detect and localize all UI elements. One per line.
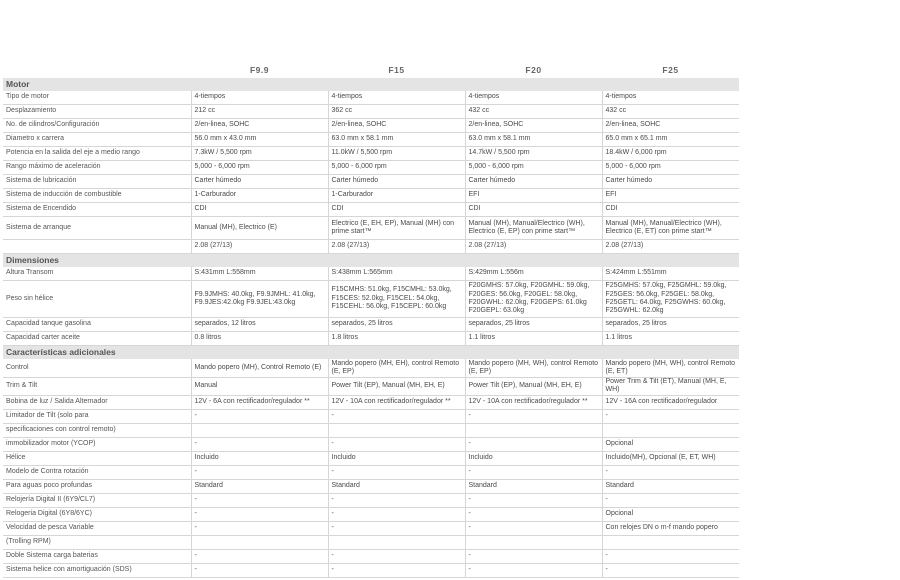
section-header: [3, 346, 739, 360]
spec-value: -: [602, 563, 739, 577]
spec-value: Power Tilt (EP), Manual (MH, EH, E): [465, 378, 602, 396]
table-row: [3, 507, 739, 521]
spec-value: Manual (MH), Manual/Electrico (WH), Electrico (E, ET) con prime start™: [602, 217, 739, 240]
model-header: F20: [465, 62, 602, 78]
spec-value: Electrico (E, EH, EP), Manual (MH) con prime start™: [328, 217, 465, 240]
row-label: Sistema helice con amortiguación (SDS): [3, 563, 191, 577]
table-row: [3, 133, 739, 147]
spec-value: Manual: [191, 378, 328, 396]
row-label: Sistema de arranque: [3, 217, 191, 240]
row-label: Control: [3, 359, 191, 378]
table-row: [3, 437, 739, 451]
spec-value: 2/en-linea, SOHC: [328, 119, 465, 133]
row-label: No. de cilindros/Configuración: [3, 119, 191, 133]
spec-value: 12V - 6A con rectificador/regulador **: [191, 395, 328, 409]
spec-body: [3, 78, 739, 577]
row-label: Sistema de inducción de combustible: [3, 189, 191, 203]
spec-value: 212 cc: [191, 105, 328, 119]
spec-value: CDI: [191, 203, 328, 217]
spec-value: separados, 25 litros: [465, 318, 602, 332]
spec-value: -: [465, 465, 602, 479]
spec-value: S:429mm L:556m: [465, 267, 602, 281]
table-row: [3, 91, 739, 105]
row-label: Relojería Digital II (6Y9/CL7): [3, 493, 191, 507]
spec-value: S:438mm L:565mm: [328, 267, 465, 281]
spec-value: 63.0 mm x 58.1 mm: [328, 133, 465, 147]
spec-value: [465, 535, 602, 549]
row-label: Diametro x carrera: [3, 133, 191, 147]
spec-value: CDI: [465, 203, 602, 217]
spec-value: EFI: [465, 189, 602, 203]
table-row: [3, 359, 739, 378]
spec-value: Mando popero (MH, EH), control Remoto (E, EP): [328, 359, 465, 378]
row-label: Modelo de Contra rotación: [3, 465, 191, 479]
table-row: [3, 465, 739, 479]
spec-value: Incluido(MH), Opcional (E, ET, WH): [602, 451, 739, 465]
spec-value: -: [191, 549, 328, 563]
spec-value: Power Tilt (EP), Manual (MH, EH, E): [328, 378, 465, 396]
spec-value: F9.9JMHS: 40.0kg, F9.9JMHL: 41.0kg, F9.9JES:42.0kg F9.9JEL:43.0kg: [191, 281, 328, 318]
model-header: F15: [328, 62, 465, 78]
spec-value: 0.8 litros: [191, 332, 328, 346]
spec-value: 12V - 16A con rectificador/regulador: [602, 395, 739, 409]
spec-value: separados, 12 litros: [191, 318, 328, 332]
spec-value: 14.7kW / 5,500 rpm: [465, 147, 602, 161]
spec-value: 432 cc: [465, 105, 602, 119]
spec-value: F20GMHS: 57.0kg, F20GMHL: 59.0kg, F20GES: 56.0kg, F20GEL: 58.0kg, F20GWHL: 62.0kg, F20GEPS: 61.0kg F20GEPL: 63.0kg: [465, 281, 602, 318]
spec-value: 432 cc: [602, 105, 739, 119]
spec-value: 18.4kW / 6,000 rpm: [602, 147, 739, 161]
spec-value: -: [328, 521, 465, 535]
spec-value: 5,000 - 6,000 rpm: [191, 161, 328, 175]
spec-value: Con relojes DN o m-f mando popero: [602, 521, 739, 535]
table-row: [3, 119, 739, 133]
spec-value: -: [191, 493, 328, 507]
spec-value: 4-tiempos: [191, 91, 328, 105]
spec-value: -: [328, 507, 465, 521]
spec-value: 63.0 mm x 58.1 mm: [465, 133, 602, 147]
spec-value: -: [465, 507, 602, 521]
table-row: [3, 203, 739, 217]
table-row: [3, 147, 739, 161]
row-label: Rango máximo de aceleración: [3, 161, 191, 175]
spec-value: separados, 25 litros: [328, 318, 465, 332]
spec-value: -: [328, 493, 465, 507]
row-label: Velocidad de pesca Variable: [3, 521, 191, 535]
spec-value: -: [465, 493, 602, 507]
spec-value: 4-tiempos: [328, 91, 465, 105]
row-label: Sistema de Encendido: [3, 203, 191, 217]
table-row: [3, 423, 739, 437]
spec-value: -: [328, 437, 465, 451]
spec-value: 1-Carburador: [328, 189, 465, 203]
spec-value: -: [602, 549, 739, 563]
row-label: specificaciones con control remoto): [3, 423, 191, 437]
spec-value: 1.1 litros: [602, 332, 739, 346]
spec-value: 2/en-linea, SOHC: [191, 119, 328, 133]
spec-value: Incluido: [328, 451, 465, 465]
spec-value: Standard: [191, 479, 328, 493]
spec-value: 2.08 (27/13): [328, 240, 465, 254]
spec-value: S:431mm L:558mm: [191, 267, 328, 281]
spec-value: 5,000 - 6,000 rpm: [602, 161, 739, 175]
row-label: [3, 240, 191, 254]
spec-value: Opcional: [602, 507, 739, 521]
spec-value: [191, 423, 328, 437]
table-row: [3, 217, 739, 240]
model-header: F25: [602, 62, 739, 78]
spec-value: -: [602, 409, 739, 423]
spec-value: Standard: [465, 479, 602, 493]
spec-value: -: [191, 521, 328, 535]
table-row: [3, 409, 739, 423]
row-label: immobilizador motor (YCOP): [3, 437, 191, 451]
spec-value: 2/en-linea, SOHC: [465, 119, 602, 133]
section-title: Características adicionales: [3, 346, 739, 360]
table-row: [3, 318, 739, 332]
table-row: [3, 240, 739, 254]
table-row: [3, 175, 739, 189]
table-row: [3, 105, 739, 119]
spec-value: [465, 423, 602, 437]
spec-value: 12V - 10A con rectificador/regulador **: [328, 395, 465, 409]
row-label: (Trolling RPM): [3, 535, 191, 549]
table-row: [3, 563, 739, 577]
spec-value: -: [328, 465, 465, 479]
spec-value: Carter húmedo: [465, 175, 602, 189]
spec-value: S:424mm L:551mm: [602, 267, 739, 281]
spec-value: Standard: [328, 479, 465, 493]
spec-value: Incluido: [191, 451, 328, 465]
spec-value: 2/en-linea, SOHC: [602, 119, 739, 133]
spec-value: 2.08 (27/13): [191, 240, 328, 254]
spec-value: [191, 535, 328, 549]
table-row: [3, 493, 739, 507]
row-label: Capacidad tanque gasolina: [3, 318, 191, 332]
spec-value: -: [191, 563, 328, 577]
table-row: [3, 535, 739, 549]
spec-value: 7.3kW / 5,500 rpm: [191, 147, 328, 161]
row-label: Potencia en la salida del eje a medio rango: [3, 147, 191, 161]
spec-value: [328, 423, 465, 437]
table-row: [3, 161, 739, 175]
row-label: Trim & Tilt: [3, 378, 191, 396]
spec-value: Incluido: [465, 451, 602, 465]
table-row: [3, 521, 739, 535]
spec-value: [328, 535, 465, 549]
spec-value: 5,000 - 6,000 rpm: [328, 161, 465, 175]
table-row: [3, 267, 739, 281]
row-label: Sistema de lubricación: [3, 175, 191, 189]
spec-value: -: [465, 549, 602, 563]
row-label: Para aguas poco profundas: [3, 479, 191, 493]
spec-value: -: [465, 563, 602, 577]
row-label: Desplazamiento: [3, 105, 191, 119]
spec-value: 12V - 10A con rectificador/regulador **: [465, 395, 602, 409]
spec-value: [602, 535, 739, 549]
spec-value: -: [602, 465, 739, 479]
spec-value: -: [191, 507, 328, 521]
table-row: [3, 281, 739, 318]
spec-value: [602, 423, 739, 437]
spec-value: -: [602, 493, 739, 507]
model-header-row: [3, 62, 739, 78]
spec-value: Manual (MH), Manual/Electrico (WH), Electrico (E, EP) con prime start™: [465, 217, 602, 240]
spec-value: 1.8 litros: [328, 332, 465, 346]
spec-value: 362 cc: [328, 105, 465, 119]
spec-value: Opcional: [602, 437, 739, 451]
spec-value: -: [328, 563, 465, 577]
table-row: [3, 451, 739, 465]
spec-value: -: [328, 409, 465, 423]
row-label: Hélice: [3, 451, 191, 465]
spec-value: F15CMHS: 51.0kg, F15CMHL: 53.0kg, F15CES: 52.0kg, F15CEL: 54.0kg, F15CEHL: 56.0kg, F15CEPL: 60.0kg: [328, 281, 465, 318]
table-row: [3, 378, 739, 396]
spec-value: CDI: [602, 203, 739, 217]
table-row: [3, 395, 739, 409]
header-blank: [3, 62, 191, 78]
spec-value: 2.08 (27/13): [465, 240, 602, 254]
spec-value: EFI: [602, 189, 739, 203]
section-title: Motor: [3, 78, 739, 91]
spec-value: Carter húmedo: [328, 175, 465, 189]
row-label: Doble Sistema carga baterias: [3, 549, 191, 563]
spec-value: Manual (MH), Electrico (E): [191, 217, 328, 240]
section-header: [3, 254, 739, 268]
spec-value: Carter húmedo: [602, 175, 739, 189]
row-label: Peso sin hélice: [3, 281, 191, 318]
spec-value: 1-Carburador: [191, 189, 328, 203]
spec-value: Mando popero (MH, WH), control Remoto (E, EP): [465, 359, 602, 378]
spec-value: 1.1 litros: [465, 332, 602, 346]
row-label: Tipo de motor: [3, 91, 191, 105]
spec-value: Mando popero (MH, WH), control Remoto (E, ET): [602, 359, 739, 378]
model-header: F9.9: [191, 62, 328, 78]
spec-table: [3, 62, 739, 578]
spec-value: 11.0kW / 5,500 rpm: [328, 147, 465, 161]
row-label: Capacidad carter aceite: [3, 332, 191, 346]
table-row: [3, 479, 739, 493]
section-title: Dimensiones: [3, 254, 739, 268]
spec-value: 4-tiempos: [602, 91, 739, 105]
spec-value: Mando popero (MH), Control Remoto (E): [191, 359, 328, 378]
table-row: [3, 189, 739, 203]
table-row: [3, 549, 739, 563]
spec-value: 2.08 (27/13): [602, 240, 739, 254]
spec-value: 5,000 - 6,000 rpm: [465, 161, 602, 175]
section-header: [3, 78, 739, 91]
spec-value: F25GMHS: 57.0kg, F25GMHL: 59.0kg, F25GES: 56.0kg, F25GEL: 58.0kg, F25GETL: 64.0kg, F25GWHS: 60.0kg, F25GWHL: 62.0kg: [602, 281, 739, 318]
spec-value: -: [465, 409, 602, 423]
spec-value: Power Trim & Tilt (ET), Manual (MH, E, WH): [602, 378, 739, 396]
row-label: Limitador de Tilt (solo para: [3, 409, 191, 423]
spec-value: 65.0 mm x 65.1 mm: [602, 133, 739, 147]
table-row: [3, 332, 739, 346]
row-label: Relogeria Digital (6Y8/6YC): [3, 507, 191, 521]
spec-value: -: [191, 437, 328, 451]
spec-value: -: [465, 437, 602, 451]
spec-value: CDI: [328, 203, 465, 217]
row-label: Altura Transom: [3, 267, 191, 281]
spec-value: -: [191, 409, 328, 423]
spec-value: separados, 25 litros: [602, 318, 739, 332]
spec-value: -: [191, 465, 328, 479]
spec-value: 56.0 mm x 43.0 mm: [191, 133, 328, 147]
spec-value: 4-tiempos: [465, 91, 602, 105]
spec-value: Carter húmedo: [191, 175, 328, 189]
spec-value: Standard: [602, 479, 739, 493]
row-label: Bobina de luz / Salida Alternador: [3, 395, 191, 409]
spec-value: -: [328, 549, 465, 563]
spec-value: -: [465, 521, 602, 535]
